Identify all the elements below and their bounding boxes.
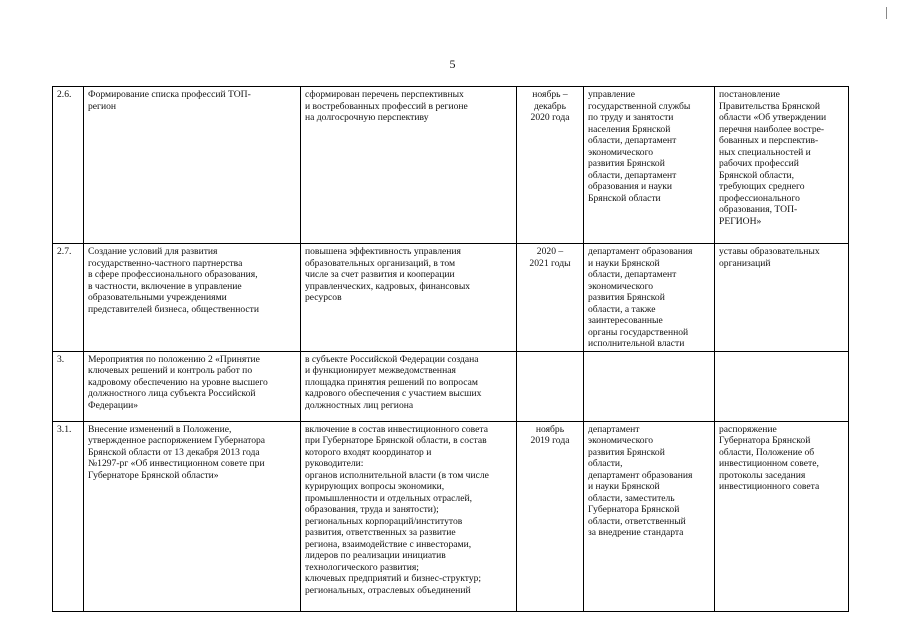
term-text: ноябрь 2019 года: [530, 423, 570, 446]
row-number: 3.: [57, 353, 65, 365]
responsible-text: департамент образования и науки Брянской области, департамент экономического развития Брянской области, а также заинтересованные органы государственной исполнительной власти: [588, 246, 693, 349]
row-number: 2.6.: [57, 89, 72, 100]
result-cell: [301, 244, 517, 352]
table-row: [53, 421, 849, 611]
responsible-cell: [584, 244, 715, 352]
responsible-text: департамент экономического развития Брянской области, департамент образования и науки Брянской области, заместитель Губернатора Брянской области, ответственный за внедрение стандарта: [588, 423, 693, 538]
responsible-cell: [584, 87, 715, 244]
task-text: Создание условий для развития государственно-частного партнерства в сфере профессионального образования, в частности, включение в управление образовательными учреждениями представителей бизнеса, общественности: [88, 246, 259, 315]
document-text: распоряжение Губернатора Брянской области, Положение об инвестиционном совете, протоколы заседания инвестиционного совета: [719, 423, 820, 492]
term-text: 2020 – 2021 годы: [529, 246, 571, 269]
row-number-cell: [53, 244, 84, 352]
row-number: 2.7.: [57, 246, 72, 257]
task-cell: [84, 421, 301, 611]
table-row: [53, 351, 849, 421]
document-cell: [715, 87, 849, 244]
result-cell: [301, 87, 517, 244]
term-cell: [517, 351, 584, 421]
term-cell: [517, 87, 584, 244]
task-text: Мероприятия по положению 2 «Принятие ключевых решений и контроль работ по кадровому обеспечению на уровне высшего должностного лица субъекта Российской Федерации»: [88, 353, 268, 411]
term-cell: [517, 244, 584, 352]
result-text: сформирован перечень перспективных и востребованных профессий в регионе на долгосрочную перспективу: [305, 89, 468, 123]
table-row: [53, 87, 849, 244]
result-cell: [301, 421, 517, 611]
document-cell: [715, 421, 849, 611]
responsible-text: управление государственной службы по труду и занятости населения Брянской области, департамент экономического развития Брянской области, департамент образования и науки Брянской области: [588, 89, 691, 204]
page-number: 5: [449, 57, 456, 71]
row-number-cell: [53, 421, 84, 611]
table-row: [53, 244, 849, 352]
result-text: включение в состав инвестиционного совета при Губернаторе Брянской области, в состав которого входят координатор и руководители: органов исполнительной власти (в том числе курирующих вопросы экономики, промышленности и отдельных отраслей, образования, труда и занятости); региональных корпораций/институтов развития, ответственных за развитие региона, взаимодействие с инвесторами, лидеров по реализации инициатив технологического развития; ключевых предприятий и бизнес-структур; региональных, отраслевых объединений: [305, 423, 489, 596]
row-number: 3.1.: [57, 423, 72, 435]
document-text: уставы образовательных организаций: [719, 246, 820, 269]
term-text: ноябрь – декабрь 2020 года: [530, 89, 570, 123]
document-text: постановление Правительства Брянской области «Об утверждении перечня наиболее востре- бованных и перспектив- ных специальностей и рабочих профессий Брянской области, требующих среднего профессионального образования, ТОП- РЕГИОН»: [719, 89, 827, 227]
result-text: в субъекте Российской Федерации создана и функционирует межведомственная площадка принятия решений по вопросам кадрового обеспечения с участием высших должностных лиц региона: [305, 353, 482, 411]
term-cell: [517, 421, 584, 611]
responsible-cell: [584, 351, 715, 421]
task-cell: [84, 351, 301, 421]
scan-edge-mark: [886, 7, 887, 19]
task-cell: [84, 87, 301, 244]
action-plan-table: [52, 86, 849, 612]
task-text: Формирование списка профессий ТОП- регион: [88, 89, 251, 112]
document-cell: [715, 244, 849, 352]
result-cell: [301, 351, 517, 421]
row-number-cell: [53, 351, 84, 421]
row-number-cell: [53, 87, 84, 244]
task-text: Внесение изменений в Положение, утвержденное распоряжением Губернатора Брянской области от 13 декабря 2013 года №1297-рг «Об инвестиционном совете при Губернаторе Брянской области»: [88, 423, 266, 481]
document-cell: [715, 351, 849, 421]
responsible-cell: [584, 421, 715, 611]
result-text: повышена эффективность управления образовательных организаций, в том числе за счет развития и кооперации управленческих, кадровых, финансовых ресурсов: [305, 246, 471, 303]
task-cell: [84, 244, 301, 352]
